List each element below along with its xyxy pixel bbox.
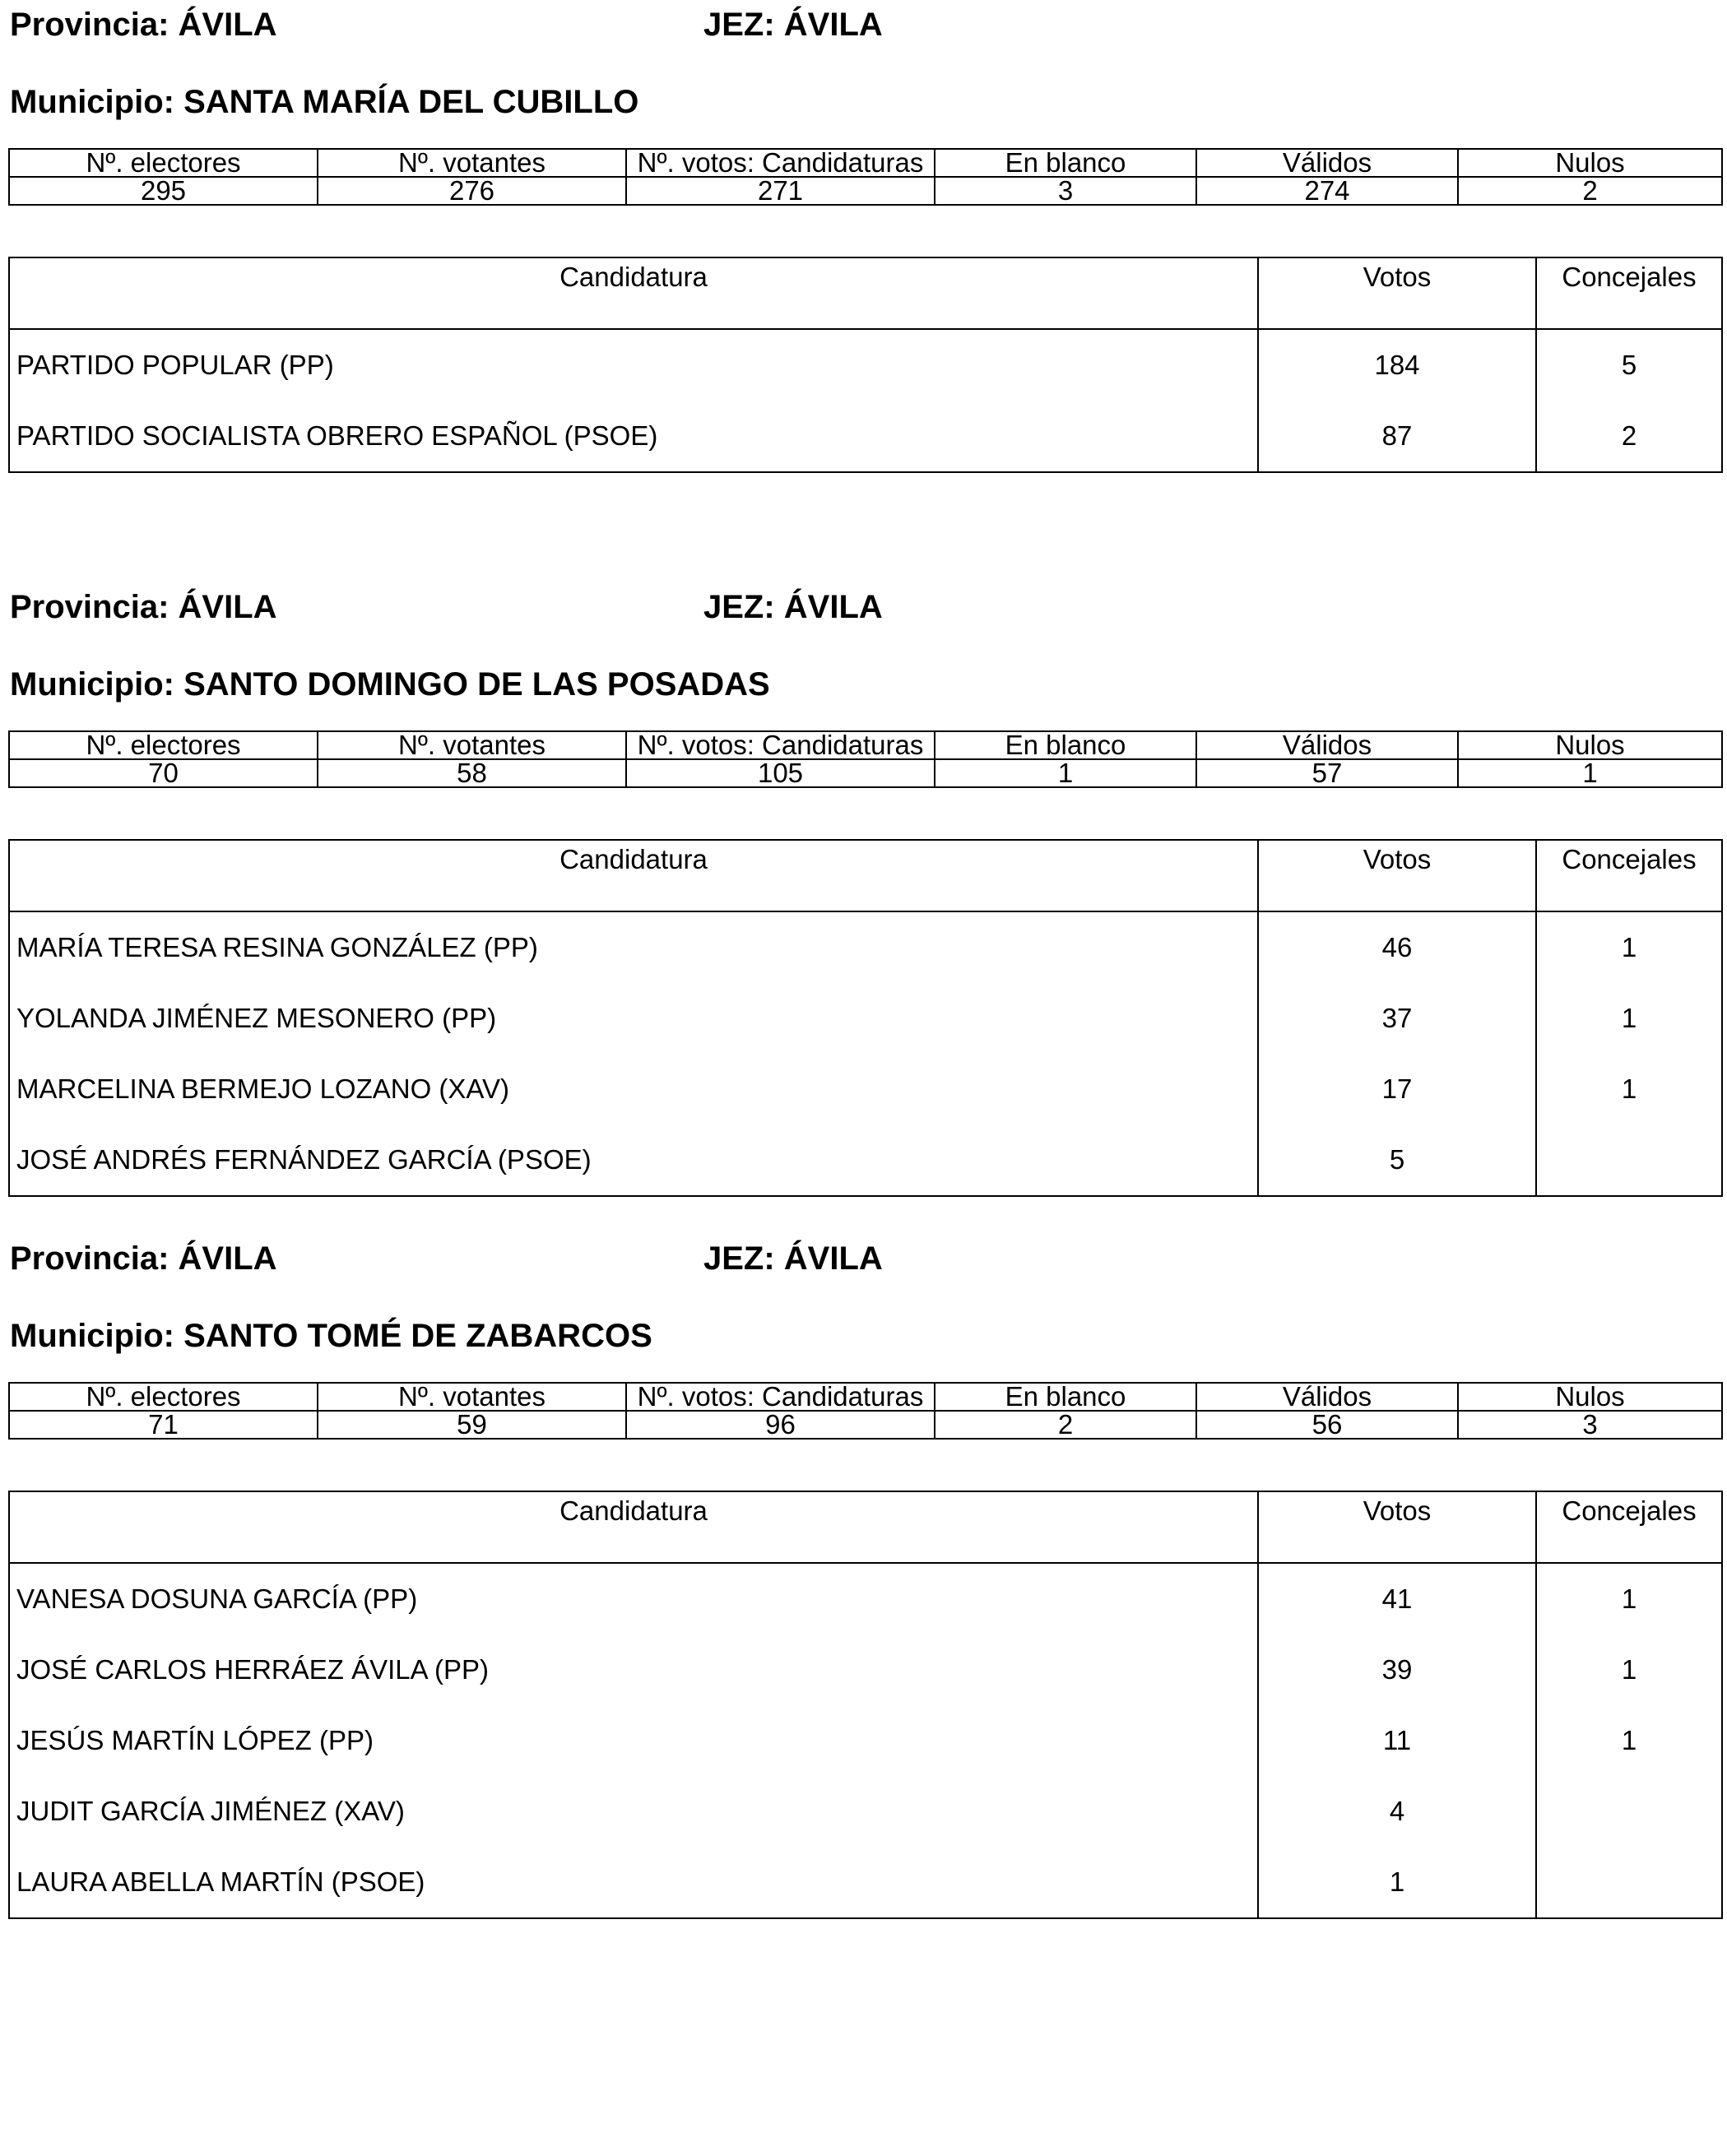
candidate-concejales: 1	[1621, 1725, 1637, 1755]
header-electores: Nº. electores	[9, 731, 318, 759]
provincia-heading: Provincia: ÁVILA	[10, 1240, 277, 1277]
jez-heading: JEZ: ÁVILA	[703, 7, 883, 43]
header-validos: Válidos	[1196, 731, 1458, 759]
header-votantes: Nº. votantes	[318, 149, 626, 177]
value-validos: 56	[1196, 1411, 1458, 1439]
value-votos-candidaturas: 105	[626, 759, 935, 787]
header-validos: Válidos	[1196, 1383, 1458, 1411]
value-electores: 295	[9, 177, 318, 205]
candidates-header-row	[9, 840, 1722, 911]
candidate-votos: 4	[1258, 1776, 1536, 1847]
candidates-header-row	[9, 1491, 1722, 1563]
header-votos-candidaturas: Nº. votos: Candidaturas	[626, 1383, 935, 1411]
header-votos: Votos	[1258, 840, 1536, 911]
municipio-heading: Municipio: SANTO DOMINGO DE LAS POSADAS	[10, 666, 770, 702]
value-nulos: 1	[1458, 759, 1722, 787]
candidate-concejales: 1	[1621, 1073, 1637, 1104]
candidate-votos: 41	[1258, 1563, 1536, 1634]
table-row	[9, 401, 1722, 472]
candidate-votos: 1	[1258, 1847, 1536, 1918]
header-nulos: Nulos	[1458, 149, 1722, 177]
candidate-votos: 5	[1258, 1124, 1536, 1196]
candidates-table	[8, 839, 1723, 1197]
header-votantes: Nº. votantes	[318, 731, 626, 759]
table-row	[9, 911, 1722, 983]
jez-heading: JEZ: ÁVILA	[703, 589, 883, 625]
table-row	[9, 1563, 1722, 1634]
header-votantes: Nº. votantes	[318, 1383, 626, 1411]
header-en-blanco: En blanco	[935, 731, 1196, 759]
value-votantes: 58	[318, 759, 626, 787]
candidates-table	[8, 257, 1723, 473]
candidate-name: JOSÉ CARLOS HERRÁEZ ÁVILA (PP)	[9, 1634, 1258, 1705]
candidate-name: YOLANDA JIMÉNEZ MESONERO (PP)	[9, 983, 1258, 1054]
candidate-name: MARCELINA BERMEJO LOZANO (XAV)	[9, 1054, 1258, 1124]
table-row	[9, 1705, 1722, 1776]
value-votantes: 59	[318, 1411, 626, 1439]
header-electores: Nº. electores	[9, 1383, 318, 1411]
summary-header-row	[9, 731, 1722, 759]
municipio-heading: Municipio: SANTA MARÍA DEL CUBILLO	[10, 84, 639, 120]
candidate-votos: 37	[1258, 983, 1536, 1054]
candidate-name: PARTIDO SOCIALISTA OBRERO ESPAÑOL (PSOE)	[9, 401, 1258, 472]
candidate-votos: 11	[1258, 1705, 1536, 1776]
header-concejales: Concejales	[1536, 257, 1722, 329]
candidate-concejales: 2	[1621, 420, 1637, 451]
header-en-blanco: En blanco	[935, 1383, 1196, 1411]
header-electores: Nº. electores	[9, 149, 318, 177]
municipio-heading: Municipio: SANTO TOMÉ DE ZABARCOS	[10, 1318, 652, 1354]
candidate-concejales: 5	[1621, 350, 1637, 380]
header-concejales: Concejales	[1536, 840, 1722, 911]
candidate-votos: 39	[1258, 1634, 1536, 1705]
value-validos: 274	[1196, 177, 1458, 205]
table-row	[9, 1634, 1722, 1705]
header-nulos: Nulos	[1458, 1383, 1722, 1411]
candidate-name: JESÚS MARTÍN LÓPEZ (PP)	[9, 1705, 1258, 1776]
header-candidatura: Candidatura	[9, 1491, 1258, 1563]
summary-header-row	[9, 149, 1722, 177]
header-en-blanco: En blanco	[935, 149, 1196, 177]
candidate-name: LAURA ABELLA MARTÍN (PSOE)	[9, 1847, 1258, 1918]
candidate-concejales: 1	[1621, 1003, 1637, 1033]
table-row	[9, 1776, 1722, 1847]
summary-header-row	[9, 1383, 1722, 1411]
summary-value-row	[9, 177, 1722, 205]
candidate-concejales: 1	[1621, 1583, 1637, 1614]
header-validos: Válidos	[1196, 149, 1458, 177]
candidate-name: JOSÉ ANDRÉS FERNÁNDEZ GARCÍA (PSOE)	[9, 1124, 1258, 1196]
header-candidatura: Candidatura	[9, 257, 1258, 329]
value-votos-candidaturas: 96	[626, 1411, 935, 1439]
table-row	[9, 983, 1722, 1054]
candidate-name: MARÍA TERESA RESINA GONZÁLEZ (PP)	[9, 911, 1258, 983]
value-votantes: 276	[318, 177, 626, 205]
summary-table	[8, 730, 1723, 788]
header-votos: Votos	[1258, 1491, 1536, 1563]
candidate-votos: 17	[1258, 1054, 1536, 1124]
jez-heading: JEZ: ÁVILA	[703, 1240, 883, 1277]
value-en-blanco: 3	[935, 177, 1196, 205]
candidate-concejales	[1536, 1776, 1722, 1847]
candidate-concejales: 1	[1621, 1654, 1637, 1685]
summary-table	[8, 1382, 1723, 1440]
candidate-concejales	[1536, 1847, 1722, 1918]
value-en-blanco: 2	[935, 1411, 1196, 1439]
value-en-blanco: 1	[935, 759, 1196, 787]
summary-value-row	[9, 759, 1722, 787]
provincia-heading: Provincia: ÁVILA	[10, 7, 277, 43]
summary-value-row	[9, 1411, 1722, 1439]
value-nulos: 3	[1458, 1411, 1722, 1439]
value-nulos: 2	[1458, 177, 1722, 205]
value-validos: 57	[1196, 759, 1458, 787]
table-row	[9, 1124, 1722, 1196]
provincia-heading: Provincia: ÁVILA	[10, 589, 277, 625]
candidate-name: VANESA DOSUNA GARCÍA (PP)	[9, 1563, 1258, 1634]
table-row	[9, 1054, 1722, 1124]
candidates-table	[8, 1491, 1723, 1919]
header-nulos: Nulos	[1458, 731, 1722, 759]
candidate-votos: 87	[1258, 401, 1536, 472]
candidate-votos: 184	[1258, 329, 1536, 401]
value-electores: 71	[9, 1411, 318, 1439]
header-candidatura: Candidatura	[9, 840, 1258, 911]
candidate-votos: 46	[1258, 911, 1536, 983]
header-votos-candidaturas: Nº. votos: Candidaturas	[626, 731, 935, 759]
header-votos: Votos	[1258, 257, 1536, 329]
candidate-name: PARTIDO POPULAR (PP)	[9, 329, 1258, 401]
header-votos-candidaturas: Nº. votos: Candidaturas	[626, 149, 935, 177]
candidates-header-row	[9, 257, 1722, 329]
value-votos-candidaturas: 271	[626, 177, 935, 205]
header-concejales: Concejales	[1536, 1491, 1722, 1563]
candidate-name: JUDIT GARCÍA JIMÉNEZ (XAV)	[9, 1776, 1258, 1847]
value-electores: 70	[9, 759, 318, 787]
table-row	[9, 1847, 1722, 1918]
candidate-concejales: 1	[1621, 932, 1637, 962]
candidate-concejales	[1536, 1124, 1722, 1196]
summary-table	[8, 148, 1723, 206]
table-row	[9, 329, 1722, 401]
